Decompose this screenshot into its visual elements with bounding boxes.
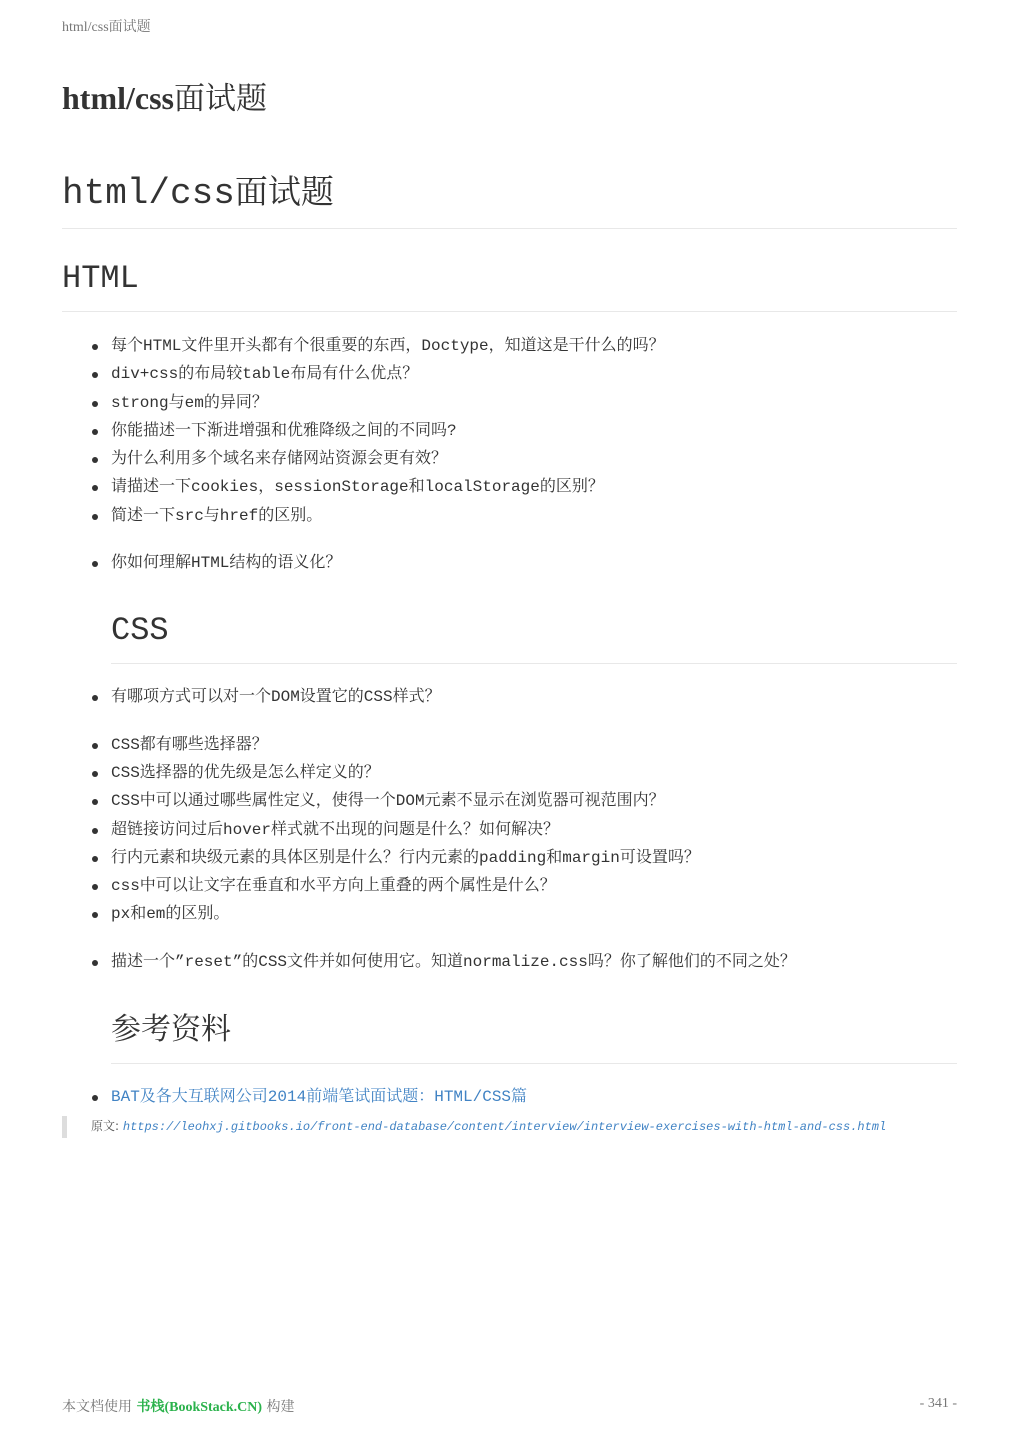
list-item: 超链接访问过后hover样式就不出现的问题是什么？如何解决？ [62, 816, 957, 844]
list-item: CSS中可以通过哪些属性定义，使得一个DOM元素不显示在浏览器可视范围内？ [62, 787, 957, 815]
page-number: - 341 - [919, 1396, 957, 1411]
list-item: 你能描述一下渐进增强和优雅降级之间的不同吗? [62, 417, 957, 445]
list-item: 行内元素和块级元素的具体区别是什么？行内元素的padding和margin可设置吗？ [62, 844, 957, 872]
list-item: 请描述一下cookies，sessionStorage和localStorage的区别？ [62, 473, 957, 501]
list-item: 简述一下src与href的区别。 [62, 502, 957, 530]
section-title [62, 166, 957, 229]
reference-link[interactable]: BAT及各大互联网公司2014前端笔试面试题：HTML/CSS篇 [111, 1088, 528, 1107]
section-title-latin: html/css [62, 173, 235, 214]
css-question-list [62, 731, 957, 929]
document-title [62, 76, 267, 121]
document-title-latin: html/css [62, 80, 174, 116]
list-item: CSS选择器的优先级是怎么样定义的？ [62, 759, 957, 787]
list-item: px和em的区别。 [62, 900, 957, 928]
section-title-cjk: 面试题 [234, 172, 334, 211]
source-url-link[interactable]: https://leohxj.gitbooks.io/front-end-database/content/interview/interview-exercises-with-html-and-css.html [122, 1120, 887, 1134]
semantic-question-text: 你如何理解HTML结构的语义化？ [111, 554, 342, 573]
list-item: css中可以让文字在垂直和水平方向上重叠的两个属性是什么？ [62, 872, 957, 900]
footer-prefix: 本文档使用 [62, 1399, 132, 1415]
footer-credit [62, 1396, 295, 1416]
css-first-question-list [62, 683, 957, 711]
document-title-cjk: 面试题 [174, 81, 267, 117]
source-label: 原文: [91, 1119, 120, 1133]
reset-question-text: 描述一个”reset”的CSS文件并如何使用它。知道normalize.css吗？你了解他们的不同之处？ [111, 952, 796, 971]
css-heading-wrapper [111, 609, 957, 664]
css-heading: CSS [111, 609, 957, 664]
html-question-list [62, 332, 957, 530]
bookstack-link[interactable] [136, 1399, 262, 1415]
list-item: div+css的布局较table布局有什么优点？ [62, 360, 957, 388]
list-item [62, 549, 957, 664]
references-heading [111, 1008, 957, 1064]
html-heading: HTML [62, 257, 957, 312]
list-item: 有哪项方式可以对一个DOM设置它的CSS样式？ [62, 683, 957, 711]
list-item [62, 948, 957, 1064]
list-item: CSS都有哪些选择器？ [62, 731, 957, 759]
bookstack-brand: 书栈(BookStack.CN) [136, 1400, 263, 1415]
list-item [62, 1083, 957, 1111]
references-list [62, 1083, 957, 1111]
footer-suffix: 构建 [266, 1399, 295, 1415]
list-item: strong与em的异同？ [62, 389, 957, 417]
html-semantic-question-list [62, 549, 957, 664]
css-reset-question-list [62, 948, 957, 1064]
list-item: 为什么利用多个域名来存储网站资源会更有效？ [62, 445, 957, 473]
references-heading-wrapper [111, 1008, 957, 1064]
running-header: html/css面试题 [62, 20, 151, 35]
main-content [62, 166, 957, 1111]
list-item: 每个HTML文件里开头都有个很重要的东西，Doctype，知道这是干什么的吗？ [62, 332, 957, 360]
source-blockquote [62, 1116, 957, 1138]
references-heading-text: 参考资料 [111, 1012, 231, 1048]
